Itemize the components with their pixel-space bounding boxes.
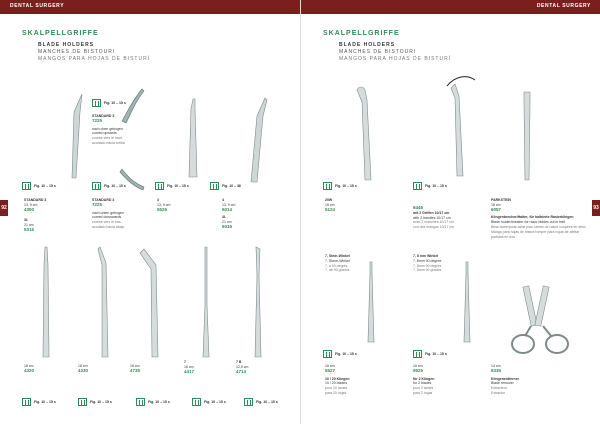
fig-label: Fig. 10 – 15 s [136,398,170,406]
product-block-angle-a: 7, Stein-Winkel 7, Stone-Winkel 7, à 90 degrés 7, de 90 grados [325,254,350,273]
blade-holder-curved-down-image [118,165,148,195]
product-block-3b: 3 13, 9 cm 5525 [157,198,171,212]
figure-icon [78,398,87,406]
product-block-16cm-c: 16 cm 4735 [130,364,141,373]
fig-label: Fig. 10 – 15 s [155,182,189,190]
blade-holder-3-image [60,92,90,182]
fig-label: Fig. 10 – 15 s [78,398,112,406]
fig-label: Fig. 10 – 36 [210,182,241,190]
figure-icon [323,182,332,190]
figure-icon [244,398,253,406]
blade-holder-angle-b-image [457,260,477,345]
blade-holder-angle-a-image [361,260,381,345]
fig-label: Fig. 10 – 15 s [92,99,126,107]
right-page [300,0,600,424]
figure-icon [92,182,101,190]
blade-holder-two-handles-image [441,72,481,182]
page-title: SKALPELLGRIFFE [22,30,99,37]
figure-icon [192,398,201,406]
section-label: DENTAL SURGERY [536,3,591,9]
figure-icon [22,398,31,406]
figure-icon [155,182,164,190]
blade-holder-7b-image [248,245,268,360]
blade-holder-4-image [183,97,203,182]
fig-label: Fig. 10 – 15 s [323,350,357,358]
fig-label: Fig. 10 – 15 s [192,398,226,406]
figure-icon [323,350,332,358]
fig-label: Fig. 10 – 15 s [22,398,56,406]
blade-holder-bayonet-image [136,245,166,360]
product-block-curved-up: STANDARD 3 7225 nach oben gebogen curved upwards courbé vers le haut acodado hacia arriba [92,114,125,145]
product-block-4: 4 13, 9 cm 6014 4L 21 cm 6015 [222,198,236,229]
figure-icon [136,398,145,406]
figure-icon [413,350,422,358]
figure-icon [92,99,101,107]
figure-icon [413,182,422,190]
fig-label: Fig. 10 – 15 s [323,182,357,190]
blade-holder-angled-image [94,245,114,360]
blade-holder-7-image [196,245,216,360]
product-block-16cm-a: 16 cm 4320 [24,364,35,373]
fig-label: Fig. 10 – 15 s [413,182,447,190]
right-header-bar [301,0,600,14]
left-header-bar [0,0,300,14]
blade-holder-parkstein-image [517,90,537,185]
blade-holder-4l-image [245,96,275,186]
figure-icon [210,182,219,190]
product-block-blade-remover: 14 cm 6335 Klingenentferner Blade remover Extracteur Extractor [491,364,520,395]
blade-remover-scissors-image [511,282,581,362]
page-title: SKALPELLGRIFFE [323,30,400,37]
product-block-20w: 20W 18 cm 5124 [325,198,336,212]
product-block-2-blades: 16 cm 9525 für 2 Klingen for 2 blades pour 2 lames para 2 hojas [413,364,435,395]
product-block-3: STANDARD 3 13, 9 cm 4300 3L 21 cm 5315 [24,198,47,232]
product-block-curved-down: STANDARD 3 7225 nach unten gebogen curved downwards courbé vers le bas acodado hacia abajo [92,198,125,229]
page-number: 92 [0,200,8,216]
product-block-7b: 7 B 12,5 cm 4714 [236,360,249,374]
page-number: 93 [592,200,600,216]
product-block-parkstein: PARKSTEIN 18 cm 6057 Klingenbrecher/Halter, für halbierte Rasierklingen Blade holder/breaker for razor blades cut in half Brise-lame/porte-lame pour lames de rasoir coupées en deux Mango para hojas de bisturí/romper para hojas de afeitar partidas en dos [491,198,586,239]
subtitle-en: BLADE HOLDERS [339,42,396,48]
subtitle-en: BLADE HOLDERS [38,42,95,48]
product-block-16cm-b: 16 cm 4330 [78,364,89,373]
product-block-10-20-blades: 16 cm 5527 10 / 20 Klingen 10 / 20 blades pour 10 lames para 10 hojas [325,364,350,395]
subtitle-fr: MANCHES DE BISTOURI [339,49,417,55]
subtitle-fr: MANCHES DE BISTOURI [38,49,116,55]
fig-label: Fig. 10 – 15 s [22,182,56,190]
fig-label: Fig. 10 – 15 s [92,182,126,190]
section-label: DENTAL SURGERY [10,3,65,9]
fig-label: Fig. 10 – 15 s [413,350,447,358]
product-block-two-handles: 9445 mit 2 Griffen 10/17 cm with 2 handles 10/17 cm avec 2 manches 10/17 cm con dos mangos 10/17 cm [413,205,455,230]
figure-icon [22,182,31,190]
subtitle-es: MANGOS PARA HOJAS DE BISTURÍ [38,56,151,62]
fig-label: Fig. 10 – 15 s [244,398,278,406]
blade-holder-image [38,245,54,360]
blade-holder-20w-image [353,84,383,184]
subtitle-es: MANGOS PARA HOJAS DE BISTURÍ [339,56,452,62]
product-block-7: 7 16 cm 4417 [184,360,195,374]
product-block-angle-b: 7, 8 mm Winkel 7, 8mm 90 degree 7, 8mm 90 degrés 7, 8mm 90 grados [413,254,442,273]
